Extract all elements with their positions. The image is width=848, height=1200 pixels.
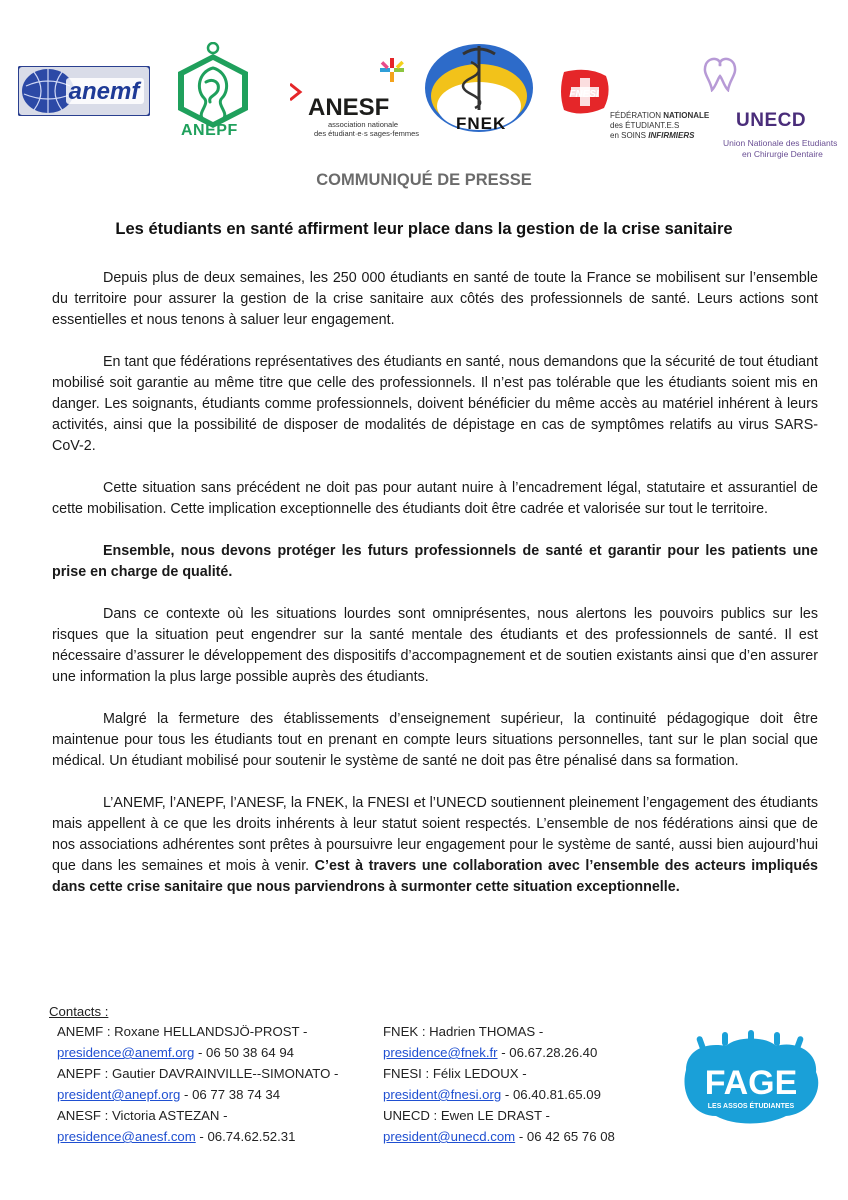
contact-name: ANEPF : Gautier DAVRAINVILLE--SIMONATO - — [57, 1066, 339, 1081]
fnek-logo-text: FNEK — [456, 114, 507, 133]
anepf-logo-text: ANEPF — [181, 122, 238, 139]
contact-line — [383, 1126, 615, 1147]
contact-email-link[interactable]: presidence@anesf.com — [57, 1129, 196, 1144]
paragraph-7 — [52, 793, 818, 898]
contact-name: FNESI : Félix LEDOUX - — [383, 1066, 527, 1081]
anesf-logo-subtitle-1: association nationale — [328, 120, 399, 129]
contacts-title: Contacts : — [49, 1004, 109, 1019]
contact-email-link[interactable]: president@anepf.org — [57, 1087, 181, 1102]
contact-phone: - 06 50 38 64 94 — [194, 1045, 294, 1060]
contact-phone: - 06.67.28.26.40 — [497, 1045, 598, 1060]
fage-logo-text: FAGE — [704, 1064, 798, 1102]
contact-line — [383, 1084, 615, 1105]
contact-email-link[interactable]: presidence@fnek.fr — [383, 1045, 498, 1060]
contact-line — [57, 1084, 338, 1105]
contacts-right-column — [383, 1021, 615, 1147]
contact-line — [383, 1042, 615, 1063]
paragraph-3: Cette situation sans précédent ne doit pas pour autant nuire à l’encadrement légal, statutaire et assurantiel de cette mobilisation. Cette implication exceptionnelle des étudiants doit être cadrée et valorisée sur tout le territoire. — [52, 480, 818, 517]
anesf-logo-text: ANESF — [308, 94, 390, 121]
contact-email-link[interactable]: president@unecd.com — [383, 1129, 516, 1144]
fnesi-logo-badge: FNESI — [569, 89, 599, 100]
anemf-logo — [18, 66, 150, 116]
contact-phone: - 06.74.62.52.31 — [195, 1129, 296, 1144]
contact-line — [57, 1126, 338, 1147]
unecd-logo-text: UNECD — [736, 110, 807, 131]
paragraph-1: Depuis plus de deux semaines, les 250 000 étudiants en santé de toute la France se mobilisent sur l’ensemble du territoire pour assurer la gestion de la crise sanitaire aux côtés des professionnels de santé. Leurs actions sont essentielles et nous tenons à saluer leur engagement. — [52, 270, 818, 328]
contacts-left-column — [57, 1021, 338, 1147]
fage-logo — [676, 1030, 826, 1130]
contact-name: UNECD : Ewen LE DRAST - — [383, 1108, 550, 1123]
contact-email-link[interactable]: president@fnesi.org — [383, 1087, 502, 1102]
paragraph-5: Dans ce contexte où les situations lourdes sont omniprésentes, nous alertons les pouvoirs publics sur les risques que la situation peut engendrer sur la santé mentale des étudiants et des professionnels de santé. Il est nécessaire d’assurer le développement des dispositifs d’accompagnement et de soutien existants ainsi que d’en assurer une information la plus large possible auprès des étudiants. — [52, 606, 818, 685]
anesf-logo-subtitle-2: des étudiant·e·s sages-femmes — [314, 129, 420, 138]
paragraph-7-emphasis: C’est à travers une collaboration avec l’ensemble des acteurs impliqués dans cette crise sanitaire que nous parviendrons à surmonter cette situation exceptionnelle. — [52, 858, 819, 895]
contact-name: ANESF : Victoria ASTEZAN - — [57, 1108, 228, 1123]
unecd-logo-line-1: Union Nationale des Etudiants — [723, 138, 838, 148]
anemf-logo-text: anemf — [68, 78, 140, 105]
paragraph-6: Malgré la fermeture des établissements d’enseignement supérieur, la continuité pédagogique doit être maintenue pour tous les étudiants tout en prenant en compte leurs situations personnelles, tant sur le plan social que médical. Un étudiant mobilisé pour soutenir le système de santé ne doit pas être pénalisé dans sa formation. — [52, 711, 818, 769]
body-text — [52, 268, 818, 919]
unecd-logo-line-2: en Chirurgie Dentaire — [742, 149, 823, 159]
contact-email-link[interactable]: presidence@anemf.org — [57, 1045, 195, 1060]
paragraph-4-emphasis: Ensemble, nous devons protéger les futurs professionnels de santé et garantir pour les patients une prise en charge de qualité. — [52, 543, 818, 580]
fnesi-logo — [558, 68, 708, 116]
contact-name: FNEK : Hadrien THOMAS - — [383, 1024, 544, 1039]
contact-name: ANEMF : Roxane HELLANDSJÖ-PROST - — [57, 1024, 308, 1039]
press-release-label: COMMUNIQUÉ DE PRESSE — [316, 171, 532, 189]
contact-phone: - 06 42 65 76 08 — [515, 1129, 615, 1144]
paragraph-2: En tant que fédérations représentatives des étudiants en santé, nous demandons que la sécurité de tout étudiant mobilisé soit garantie au même titre que celle des professionnels. Il n’est pas tolérable que les étudiants soient mis en danger. Les soignants, étudiants comme professionnels, doivent bénéficier du même accès au matériel inhérent à leurs activités, ainsi que la possibilité de disposer de modalités de dépistage en cas de symptômes relatifs au virus SARS-CoV-2. — [52, 354, 818, 454]
contact-phone: - 06.40.81.65.09 — [501, 1087, 601, 1102]
fnesi-logo-line-1: FÉDÉRATION NATIONALE — [610, 111, 710, 120]
fage-logo-subtitle: LES ASSOS ÉTUDIANTES — [707, 1103, 795, 1110]
headline: Les étudiants en santé affirment leur place dans la gestion de la crise sanitaire — [115, 220, 733, 238]
contact-phone: - 06 77 38 74 34 — [180, 1087, 281, 1102]
paragraph-7-text: L’ANEMF, l’ANEPF, l’ANESF, la FNEK, la FNESI et l’UNECD soutiennent pleinement l’engagement des étudiants mais appellent à ce que les droits inhérents à leur statut soient respectés. L’ensemble de nos fédérations ainsi que de nos associations adhérentes sont prêtes à poursuivre leur engagement pour le système de santé, aussi bien aujourd’hui que dans les semaines et mois à venir. — [52, 795, 818, 874]
fnesi-logo-line-3: en SOINS INFIRMIERS — [610, 131, 695, 140]
fnesi-logo-line-2: des ÉTUDIANT.E.S — [610, 121, 680, 130]
logo-row — [18, 38, 838, 159]
contact-line — [57, 1042, 338, 1063]
